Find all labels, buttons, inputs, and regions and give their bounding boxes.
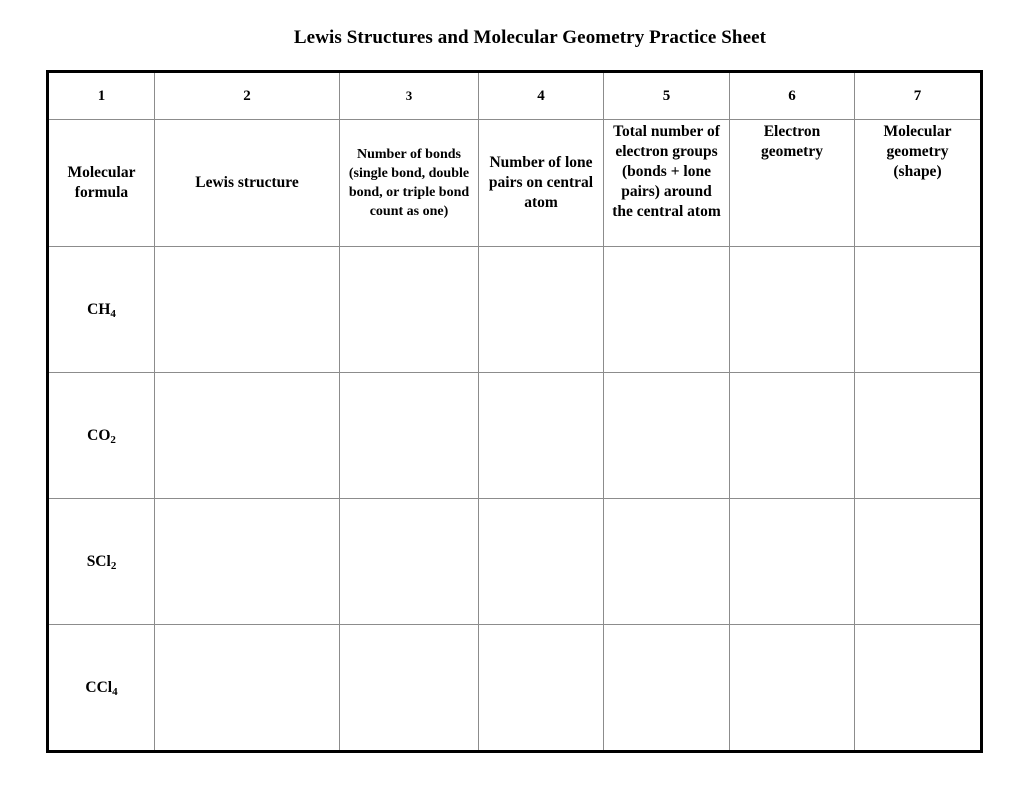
column-number: 7 xyxy=(855,72,982,120)
lewis-structure-cell[interactable] xyxy=(155,499,340,625)
electron-geometry-cell[interactable] xyxy=(730,373,855,499)
header-number-of-bonds: Number of bonds (single bond, double bond, or triple bond count as one) xyxy=(340,120,479,247)
column-number: 3 xyxy=(340,72,479,120)
formula-cell: CCl$_4$ xyxy=(48,625,155,752)
formula-cell: $CH_4$ xyxy=(48,247,155,373)
electron-geometry-cell[interactable] xyxy=(730,625,855,752)
formula-cell: $CO_2$ xyxy=(48,373,155,499)
page-title: Lewis Structures and Molecular Geometry Practice Sheet xyxy=(293,27,767,48)
electron-groups-cell[interactable] xyxy=(604,373,730,499)
column-number: 2 xyxy=(155,72,340,120)
column-number: 5 xyxy=(604,72,730,120)
lewis-structure-cell[interactable] xyxy=(155,373,340,499)
formula-cell: SCl$_2$ xyxy=(48,499,155,625)
lewis-structure-cell[interactable] xyxy=(155,247,340,373)
molecular-geometry-cell[interactable] xyxy=(855,499,982,625)
molecular-geometry-cell[interactable] xyxy=(855,373,982,499)
column-number: 6 xyxy=(730,72,855,120)
bonds-cell[interactable] xyxy=(340,625,479,752)
bonds-cell[interactable] xyxy=(340,247,479,373)
header-electron-geometry: Electron geometry xyxy=(730,120,855,247)
bonds-cell[interactable] xyxy=(340,499,479,625)
lone-pairs-cell[interactable] xyxy=(479,499,604,625)
column-number: 4 xyxy=(479,72,604,120)
table-row xyxy=(48,247,982,373)
header-molecular-geometry: Molecular geometry (shape) xyxy=(855,120,982,247)
header-lone-pairs: Number of lone pairs on central atom xyxy=(479,120,604,247)
electron-groups-cell[interactable] xyxy=(604,499,730,625)
table-row xyxy=(48,499,982,625)
column-header-row xyxy=(48,120,982,247)
lewis-structure-cell[interactable] xyxy=(155,625,340,752)
electron-geometry-cell[interactable] xyxy=(730,247,855,373)
bonds-cell[interactable] xyxy=(340,373,479,499)
electron-groups-cell[interactable] xyxy=(604,625,730,752)
lone-pairs-cell[interactable] xyxy=(479,625,604,752)
practice-table xyxy=(46,70,983,753)
molecular-geometry-cell[interactable] xyxy=(855,247,982,373)
lone-pairs-cell[interactable] xyxy=(479,247,604,373)
electron-groups-cell[interactable] xyxy=(604,247,730,373)
molecular-geometry-cell[interactable] xyxy=(855,625,982,752)
header-lewis-structure: Lewis structure xyxy=(155,120,340,247)
header-molecular-formula: Molecular formula xyxy=(48,120,155,247)
lone-pairs-cell[interactable] xyxy=(479,373,604,499)
table-row xyxy=(48,373,982,499)
header-total-electron-groups: Total number of electron groups (bonds + lone pairs) around the central atom xyxy=(604,120,730,247)
column-number-row xyxy=(48,72,982,120)
column-number: 1 xyxy=(48,72,155,120)
table-row xyxy=(48,625,982,752)
electron-geometry-cell[interactable] xyxy=(730,499,855,625)
